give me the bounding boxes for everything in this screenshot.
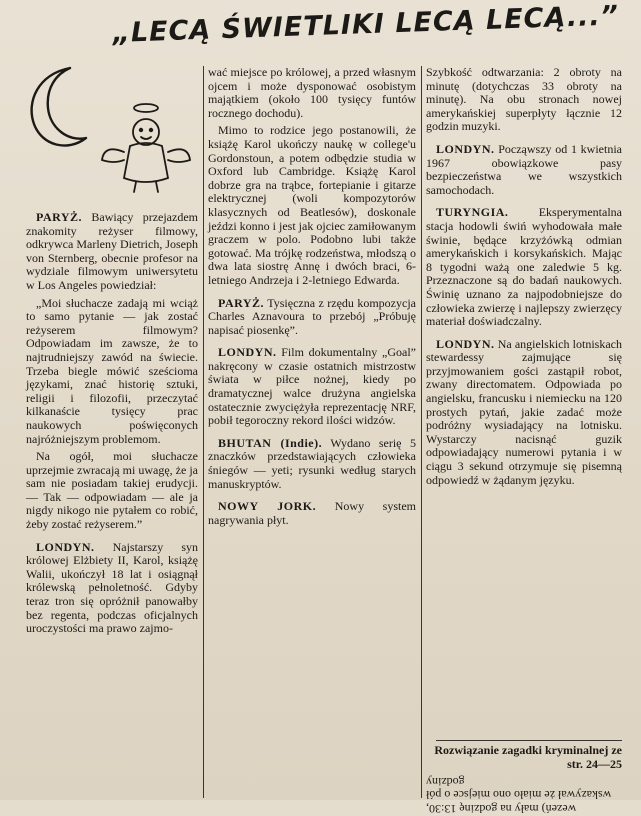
- dateline: PARYŻ.: [218, 295, 265, 310]
- news-item: [426, 143, 622, 197]
- crescent-moon-icon: [32, 68, 86, 146]
- news-item: [208, 124, 416, 287]
- news-item: [26, 297, 198, 447]
- news-item: [208, 437, 416, 491]
- angel-icon: [102, 104, 190, 192]
- article-column-3: [426, 66, 622, 738]
- news-text: Na angielskich lotniskach stewardessy zajmujące się przyjmowaniem gości zastąpił robot, zwany directomatem. Odpowiada po angielsku, francusku i niemiecku na 120 prostych pytań, jakie zadać może podróżny wysiadający na lotnisku. Wystarczy nacisnąć guzik odpowiadający numerowi pytania i w ciągu 3 sekund otrzymuje się pisemną odpowiedź w żądanym języku.: [426, 336, 622, 487]
- dateline: LONDYN.: [436, 336, 495, 351]
- dateline: BHUTAN (Indie).: [218, 435, 323, 450]
- news-item: [426, 66, 622, 134]
- news-item: [208, 297, 416, 338]
- news-item: [208, 66, 416, 120]
- news-text: Najstarszy syn królowej Elżbiety II, Karol, książę Walii, ukończył 18 lat i osiągnął królewską pełnoletność. Gdyby teraz tron się opróżnił panowałby bez regenta, podczas oficjalnych uroczystości ma prawo zajmo-: [26, 539, 198, 636]
- news-text: Na ogół, moi słuchacze uprzejmie zwracają mi uwagę, że ja sam nie posiadam takiej erudycji. — Tak — odpowiadam — ale ja nigdy nikogo nie pytałem co robić, żeby zostać reżyserem.”: [26, 449, 198, 532]
- news-text: Mimo to rodzice jego postanowili, że książę Karol ukończy naukę w college'u Gordonstoun, a potem odbędzie studia w Oxford lub Cambridge. Książę Karol dobrze gra na trąbce, fortepianie i gitarze elektrycznej (woli kompozytorów klasycznych od Beatlesów), doskonale jeździ konno i jest jak ojciec zamiłowanym graczem w polo. Podobno lubi także gotować. Ma trójkę rodzeństwa, młodszą o dwa lata siostrę Annę i dwóch braci, 6-letniego Andrzeja i 2-letniego Edwarda.: [208, 123, 416, 287]
- news-text: Szybkość odtwarzania: 2 obroty na minutę (dotychczas 33 obroty na minutę). Na obu stronach nowej amerykańskiej superpłyty łącznie 12 godzin muzyki.: [426, 65, 622, 134]
- dateline: NOWY JORK.: [218, 499, 317, 514]
- dateline: LONDYN.: [36, 539, 95, 554]
- news-text: Począwszy od 1 kwietnia 1967 obowiązkowe pasy bezpieczeństwa we wszystkich samochodach.: [426, 141, 622, 197]
- news-item: [208, 346, 416, 428]
- news-text: wać miejsce po królowej, a przed własnym ojcem i może dysponować osobistym majątkiem (około 100 tysięcy funtów rocznego dochodu).: [208, 65, 416, 120]
- dateline: LONDYN.: [218, 345, 277, 360]
- news-item: [26, 541, 198, 636]
- moon-and-angel-drawing: [18, 40, 208, 200]
- news-text: Eksperymentalna stacja hodowli świń wyhodowała małe świnie, będące krzyżówką odmian amerykańskich i korsykańskich. Mając 8 tygodni ważą one zaledwie 5 kg. Przeznaczone są do badań naukowych. Świnię uznano za najpodobniejsze do człowieka zwierzę i najlepszy zwierzęcy materiał doświadczalny.: [426, 205, 622, 329]
- article-column-2: [208, 66, 416, 798]
- column-rule-right: [421, 66, 422, 798]
- news-text: Bawiący przejazdem znakomity reżyser filmowy, odkrywca Marleny Dietrich, Joseph von Sternberg, obecnie profesor na wydziale filmowym uniwersytetu w Los Angeles powiedział:: [26, 210, 198, 292]
- dateline: LONDYN.: [436, 141, 495, 156]
- news-text: Film dokumentalny „Goal” nakręcony w czasie ostatnich mistrzostw świata w piłce nożnej, kiedy po dramatycznej walce drużyna angielska ostatecznie zwyciężyła reprezentację NRF, pobił tegoroczny rekord ilości widzów.: [208, 345, 416, 428]
- news-item: [426, 338, 622, 488]
- news-item: [26, 450, 198, 532]
- news-text: Nowy system nagrywania płyt.: [208, 499, 416, 527]
- news-item: [426, 206, 622, 328]
- news-item: [208, 500, 416, 527]
- news-text: „Moi słuchacze zadają mi wciąż to samo pytanie — jak zostać reżyserem filmowym? Odpowiadam im zawsze, że to najtrudniejszy zawód na świecie. Trzeba biegle mówić sześcioma językami, znać historię sztuki, religii i filozofii, przeczytać kilkanaście tysięcy prac naukowych poświęconych najróżniejszym problemom.: [26, 295, 198, 446]
- dateline: TURYNGIA.: [436, 205, 509, 220]
- article-column-1: [26, 202, 198, 798]
- news-text: Wydano serię 5 znaczków przedstawiających człowieka śniegów — yeti; rysunki według starych manuskryptów.: [208, 435, 416, 491]
- column-rule-left: [203, 66, 204, 798]
- news-item: [26, 211, 198, 293]
- upside-down-text: wezeń) mały na godzinę 13:30, wskazywał że miało ono miejsce o pół godziny: [426, 774, 612, 816]
- headline: „LECĄ ŚWIETLIKI LECĄ LECĄ...”: [112, 0, 620, 49]
- solution-rule: [436, 740, 622, 741]
- dateline: PARYŻ.: [36, 210, 83, 224]
- news-text: Tysięczna z rzędu kompozycja Charles Aznavoura to przebój „Próbuję napisać piosenkę”.: [208, 295, 416, 337]
- puzzle-solution-upside-down: [426, 774, 622, 816]
- puzzle-solution-title: Rozwiązanie zagadki kryminalnej ze str. 24—25: [434, 743, 622, 771]
